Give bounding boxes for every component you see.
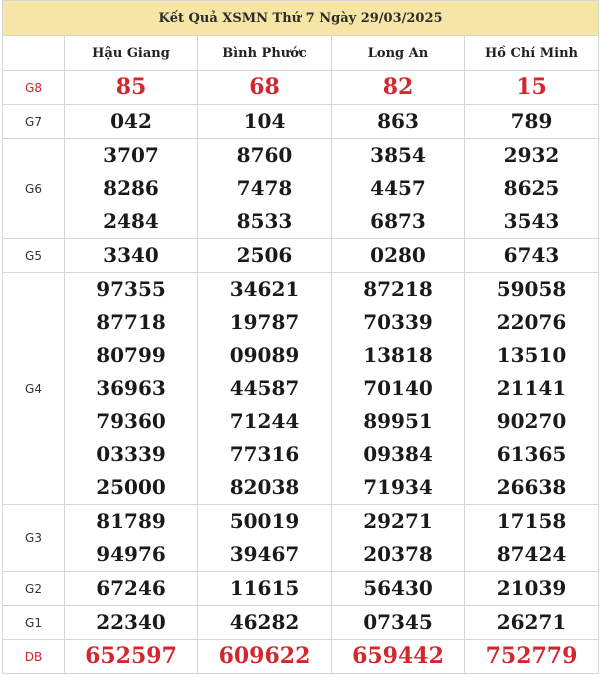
result-number: 87424 (496, 542, 567, 566)
result-number: 82038 (229, 475, 300, 499)
result-number: 2932 (503, 143, 560, 167)
result-number: 59058 (496, 277, 567, 301)
result-number: 94976 (96, 542, 166, 566)
province-header-row (3, 36, 599, 71)
result-number: 609622 (218, 643, 311, 669)
result-number: 87718 (96, 310, 166, 334)
prize-label: G1 (3, 606, 65, 640)
prize-row-db (3, 640, 599, 674)
result-cell (198, 239, 332, 273)
prize-label: G7 (3, 105, 65, 139)
result-number: 11615 (229, 576, 300, 600)
result-number: 2506 (236, 243, 293, 267)
prize-label: G4 (3, 273, 65, 505)
prize-row-g7 (3, 105, 599, 139)
result-number: 3340 (103, 243, 159, 267)
prize-label: G2 (3, 572, 65, 606)
result-number: 21039 (496, 576, 567, 600)
prize-row-g5 (3, 239, 599, 273)
result-number: 80799 (96, 343, 166, 367)
result-number: 13510 (496, 343, 567, 367)
prize-row-g1 (3, 606, 599, 640)
result-cell (198, 105, 332, 139)
prize-label: G6 (3, 139, 65, 239)
result-number: 79360 (96, 409, 166, 433)
result-number: 81789 (96, 509, 166, 533)
result-cell (65, 239, 198, 273)
result-number: 71244 (229, 409, 300, 433)
lottery-results-table (2, 0, 599, 674)
prize-label: DB (3, 640, 65, 674)
result-cell (198, 572, 332, 606)
result-number: 17158 (496, 509, 567, 533)
result-cell (332, 239, 465, 273)
result-number: 6743 (503, 243, 560, 267)
prize-row-g8 (3, 71, 599, 105)
result-number: 3854 (370, 143, 426, 167)
result-cell (65, 139, 198, 239)
result-cell (332, 505, 465, 572)
result-number: 03339 (96, 442, 166, 466)
result-number: 70140 (363, 376, 433, 400)
result-number: 36963 (96, 376, 166, 400)
result-number: 8286 (103, 176, 159, 200)
result-number: 7478 (236, 176, 293, 200)
result-number: 6873 (370, 209, 426, 233)
result-number: 50019 (229, 509, 300, 533)
result-number: 56430 (363, 576, 433, 600)
province-header: Bình Phước (198, 36, 332, 71)
result-number: 789 (510, 109, 553, 133)
result-number: 70339 (363, 310, 433, 334)
table-title: Kết Quả XSMN Thứ 7 Ngày 29/03/2025 (3, 1, 599, 36)
result-number: 39467 (229, 542, 300, 566)
result-number: 4457 (370, 176, 426, 200)
result-cell (332, 572, 465, 606)
result-number: 89951 (363, 409, 433, 433)
result-cell (465, 572, 599, 606)
result-cell (65, 606, 198, 640)
result-number: 67246 (96, 576, 166, 600)
result-number: 71934 (363, 475, 433, 499)
lottery-results-table-container (2, 0, 598, 674)
result-number: 82 (382, 74, 414, 100)
result-number: 22340 (96, 610, 166, 634)
result-number: 8625 (503, 176, 560, 200)
result-cell (332, 71, 465, 105)
prize-row-g3 (3, 505, 599, 572)
result-number: 61365 (496, 442, 567, 466)
result-cell (198, 640, 332, 674)
result-number: 22076 (496, 310, 567, 334)
result-number: 2484 (103, 209, 159, 233)
result-number: 26271 (496, 610, 567, 634)
province-header: Hậu Giang (65, 36, 198, 71)
result-number: 13818 (363, 343, 433, 367)
result-number: 09089 (229, 343, 300, 367)
result-number: 77316 (229, 442, 300, 466)
result-cell (198, 71, 332, 105)
result-cell (465, 105, 599, 139)
corner-cell (3, 36, 65, 71)
result-number: 20378 (363, 542, 433, 566)
result-number: 25000 (96, 475, 166, 499)
result-number: 68 (249, 74, 280, 100)
result-number: 97355 (96, 277, 166, 301)
result-cell (65, 105, 198, 139)
result-cell (198, 606, 332, 640)
result-number: 752779 (485, 643, 578, 669)
result-cell (198, 273, 332, 505)
title-row (3, 1, 599, 36)
prize-row-g4 (3, 273, 599, 505)
result-number: 042 (110, 109, 152, 133)
result-number: 104 (243, 109, 286, 133)
result-number: 85 (115, 74, 147, 100)
province-header: Long An (332, 36, 465, 71)
result-number: 863 (377, 109, 419, 133)
result-number: 07345 (363, 610, 433, 634)
result-number: 44587 (229, 376, 300, 400)
result-number: 26638 (496, 475, 567, 499)
result-number: 0280 (370, 243, 426, 267)
result-cell (465, 239, 599, 273)
result-number: 29271 (363, 509, 433, 533)
result-cell (332, 273, 465, 505)
result-cell (332, 105, 465, 139)
result-cell (65, 505, 198, 572)
result-cell (65, 572, 198, 606)
result-cell (465, 640, 599, 674)
result-cell (198, 505, 332, 572)
result-cell (465, 505, 599, 572)
result-number: 659442 (352, 643, 444, 669)
result-cell (65, 273, 198, 505)
result-number: 3543 (503, 209, 560, 233)
prize-row-g6 (3, 139, 599, 239)
result-cell (465, 273, 599, 505)
result-cell (465, 71, 599, 105)
prize-label: G8 (3, 71, 65, 105)
result-number: 34621 (229, 277, 300, 301)
result-cell (332, 606, 465, 640)
result-number: 19787 (229, 310, 300, 334)
result-number: 8533 (236, 209, 293, 233)
result-cell (465, 606, 599, 640)
result-cell (65, 640, 198, 674)
result-number: 652597 (85, 643, 177, 669)
result-number: 15 (516, 74, 547, 100)
result-cell (332, 139, 465, 239)
result-number: 46282 (229, 610, 300, 634)
prize-row-g2 (3, 572, 599, 606)
result-cell (332, 640, 465, 674)
prize-label: G3 (3, 505, 65, 572)
prize-label: G5 (3, 239, 65, 273)
result-cell (198, 139, 332, 239)
result-number: 87218 (363, 277, 433, 301)
province-header: Hồ Chí Minh (465, 36, 599, 71)
result-cell (465, 139, 599, 239)
result-number: 21141 (496, 376, 567, 400)
result-number: 09384 (363, 442, 433, 466)
result-cell (65, 71, 198, 105)
result-number: 8760 (236, 143, 293, 167)
result-number: 90270 (496, 409, 567, 433)
result-number: 3707 (103, 143, 159, 167)
